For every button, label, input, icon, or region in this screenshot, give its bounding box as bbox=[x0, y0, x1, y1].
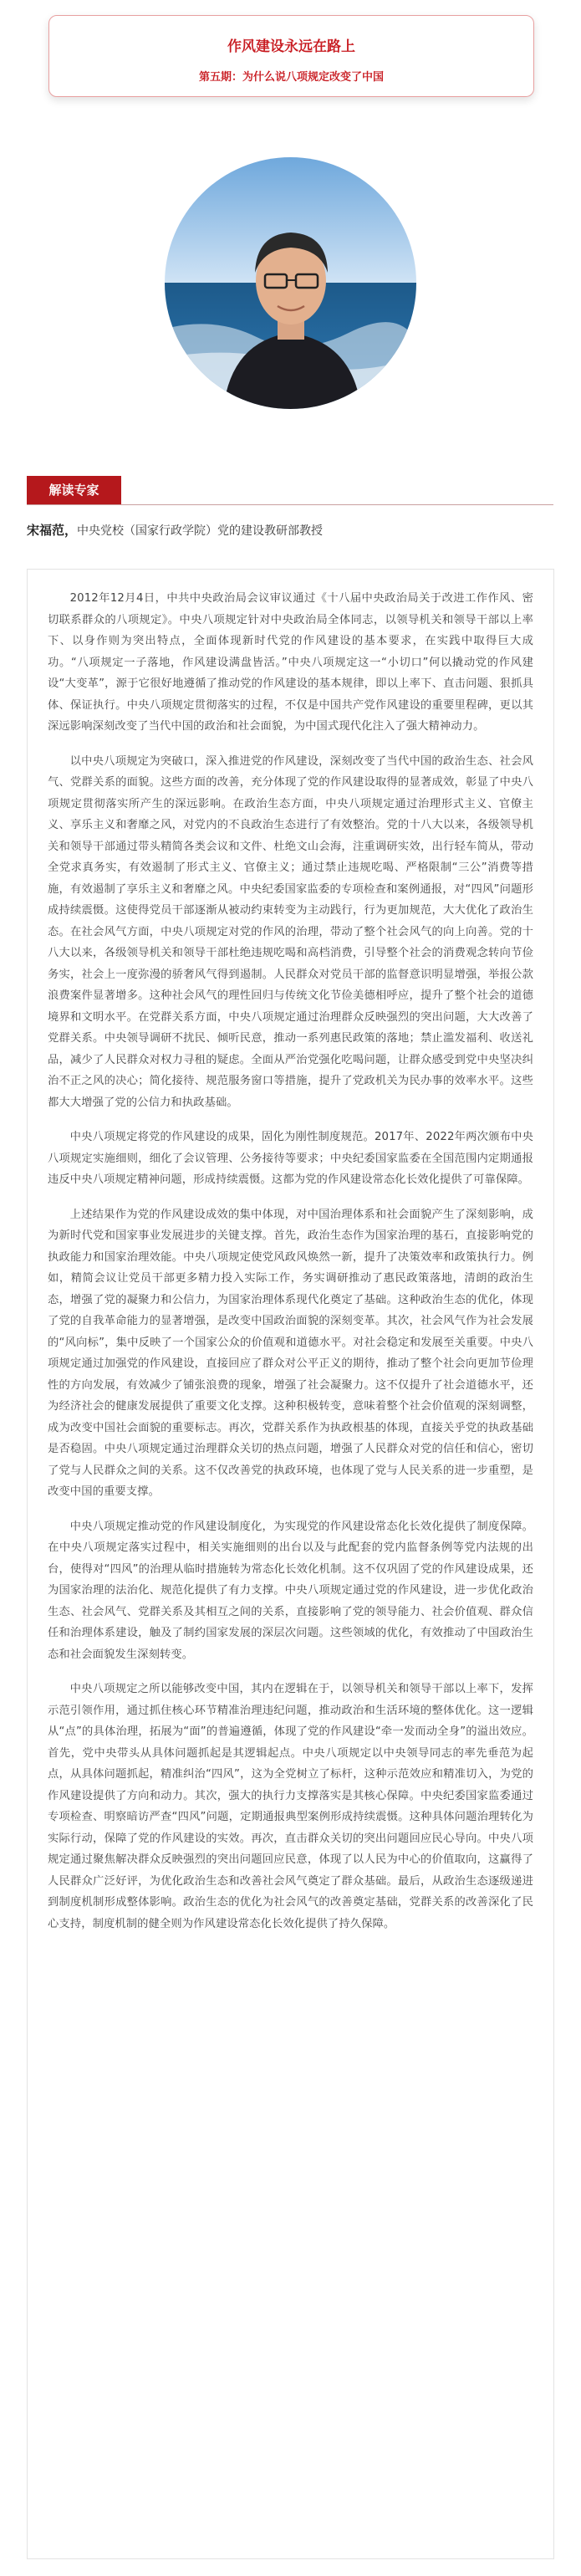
series-title: 作风建设永远在路上 bbox=[227, 38, 355, 55]
paragraph: 2012年12月4日，中共中央政治局会议审议通过《十八届中央政治局关于改进工作作风、密切联系群众的八项规定》。中央八项规定针对中央政治局全体同志，以领导机关和领导干部以上率下、以身作则为突出特点，全面体现新时代党的作风建设的基本要求，在实践中取得巨大成功。“八项规定一子落地，作风建设满盘皆活。”中央八项规定这一“小切口”何以撬动党的作风建设“大变革”，源于它很好地遵循了推动党的作风建设的基本规律，即以上率下、直击问题、狠抓具体、保证执行。中央八项规定贯彻落实的过程，不仅是中国共产党作风建设的重要里程碑，更以其深远影响深刻改变了当代中国的政治和社会面貌，为中国式现代化注入了强大精神动力。 bbox=[48, 592, 533, 733]
expert-info bbox=[27, 521, 562, 539]
divider bbox=[27, 504, 553, 505]
paragraph: 中央八项规定将党的作风建设的成果，固化为刚性制度规范。2017年、2022年两次颁布中央八项规定实施细则，细化了会议管理、公务接待等要求；中央纪委国家监委在全国范围内定期通报违反中央八项规定精神问题，形成持续震慑。这都为党的作风建设常态化长效化提供了可靠保障。 bbox=[48, 1131, 533, 1186]
paragraph: 上述结果作为党的作风建设成效的集中体现，对中国治理体系和社会面貌产生了深刻影响，成为新时代党和国家事业发展进步的关键支撑。首先，政治生态作为国家治理的基石，直接影响党的执政能力和国家治理效能。中央八项规定使党风政风焕然一新，提升了决策效率和政策执行力。例如，精简会议让党员干部更多精力投入实际工作，务实调研推动了惠民政策落地，清朗的政治生态，增强了党的凝聚力和公信力，为国家治理体系现代化奠定了基础。这种政治生态的优化，体现了党的自我革命能力的显著增强，是改变中国政治面貌的深刻变革。其次，社会风气作为社会发展的“风向标”，集中反映了一个国家公众的价值观和道德水平。对社会稳定和发展至关重要。中央八项规定通过加强党的作风建设，直接回应了群众对公平正义的期待，推动了整个社会向更加节俭理性的方向发展，有效减少了铺张浪费的现象，增强了社会凝聚力。这不仅提升了社会道德水平，还为经济社会的健康发展提供了重要文化支撑。这种积极转变，意味着整个社会价值观的深刻调整，成为改变中国社会面貌的重要标志。再次，党群关系作为执政根基的体现，直接关乎党的执政基础是否稳固。中央八项规定通过治理群众关切的热点问题，增强了人民群众对党的信任和信心，密切了党与人民群众之间的关系。这不仅改善党的执政环境，也体现了党与人民关系的进一步重塑，是改变中国的重要支撑。 bbox=[48, 1208, 533, 1498]
paragraph: 中央八项规定之所以能够改变中国，其内在逻辑在于，以领导机关和领导干部以上率下，发挥示范引领作用，通过抓住核心环节精准治理违纪问题，推动政治和生活环境的整体优化。这一逻辑从“点”的具体治理，拓展为“面”的普遍遵循，体现了党的作风建设“牵一发而动全身”的溢出效应。首先，党中央带头从具体问题抓起是其逻辑起点。中央八项规定以中央领导同志的率先垂范为起点，从具体问题抓起，精准纠治“四风”，这为全党树立了标杆，这种示范效应和精准切入，为党的作风建设提供了方向和动力。其次，强大的执行力支撑落实是其核心保障。中央纪委国家监委通过专项检查、明察暗访严查“四风”问题，定期通报典型案例形成持续震慑。这种具体问题治理转化为实际行动，保障了党的作风建设的实效。再次，直击群众关切的突出问题回应民心导向。中央八项规定通过聚焦解决群众反映强烈的突出问题回应民意，体现了以人民为中心的价值取向，这赢得了人民群众广泛好评，为优化政治生态和改善社会风气奠定了群众基础。最后，从政治生态逐级递进到制度机制形成整体影响。政治生态的优化为社会风气的改善奠定基础，党群关系的改善深化了民心支持，制度机制的健全则为作风建设常态化长效化提供了持久保障。 bbox=[48, 1683, 533, 1930]
episode-subtitle: 第五期：为什么说八项规定改变了中国 bbox=[198, 71, 384, 84]
expert-title: 中央党校（国家行政学院）党的建设教研部教授 bbox=[77, 524, 324, 538]
paragraph: 中央八项规定推动党的作风建设制度化，为实现党的作风建设常态化长效化提供了制度保障。在中央八项规定落实过程中，相关实施细则的出台以及与此配套的党内监督条例等党内法规的出台，使得对“四风”的治理从临时措施转为常态化长效化机制。这不仅巩固了党的作风建设成果，还为国家治理的法治化、规范化提供了有力支撑。中央八项规定通过党的作风建设，进一步优化政治生态、社会风气、党群关系及其相互之间的关系，直接影响了党的领导能力、社会价值观、群众信任和治理体系建设，触及了制约国家发展的深层次问题。这些领域的优化，有效推动了中国政治生态和社会面貌发生深刻转变。 bbox=[48, 1520, 533, 1661]
expert-tag: 解读专家 bbox=[27, 476, 121, 504]
expert-name: 宋福范， bbox=[27, 523, 78, 538]
expert-portrait bbox=[165, 157, 416, 409]
article-body bbox=[27, 569, 554, 2559]
paragraph: 以中央八项规定为突破口，深入推进党的作风建设，深刻改变了当代中国的政治生态、社会风气、党群关系的面貌。这些方面的改善，充分体现了党的作风建设取得的显著成效，彰显了中央八项规定贯彻落实所产生的深远影响。在政治生态方面，中央八项规定通过治理形式主义、官僚主义、享乐主义和奢靡之风，对党内的不良政治生态进行了有效整治。党的十八大以来，各级领导机关和领导干部通过带头精简各类会议和文件、杜绝文山会海，注重调研实效，出行轻车简从，带动全党求真务实，有效遏制了形式主义、官僚主义；通过禁止违规吃喝、严格限制“三公”消费等措施，有效遏制了享乐主义和奢靡之风。中央纪委国家监委的专项检查和案例通报，对“四风”问题形成持续震慑。这使得党员干部逐渐从被动约束转变为主动践行，行为更加规范，大大优化了政治生态。在社会风气方面，中央八项规定对党的作风的治理，带动了整个社会风气的向上向善。党的十八大以来，各级领导机关和领导干部杜绝违规吃喝和高档消费，引导整个社会的消费观念转向节俭务实，社会上一度弥漫的骄奢风气得到遏制。人民群众对党员干部的监督意识明显增强，举报公款浪费案件显著增多。这种社会风气的理性回归与传统文化节俭美德相呼应，提升了整个社会的道德境界和文明水平。在党群关系方面，中央八项规定通过治理群众反映强烈的突出问题，大大改善了党群关系。中央领导调研不扰民、倾听民意，推动一系列惠民政策的落地；禁止滥发福利、收送礼品，减少了人民群众对权力寻租的疑虑。全面从严治党强化吃喝问题，让群众感受到党中央坚决纠治不正之风的决心；简化接待、规范服务窗口等措施，提升了党政机关为民办事的效率水平。这些都大大增强了党的公信力和执政基础。 bbox=[48, 754, 533, 1109]
header-card bbox=[48, 15, 534, 97]
